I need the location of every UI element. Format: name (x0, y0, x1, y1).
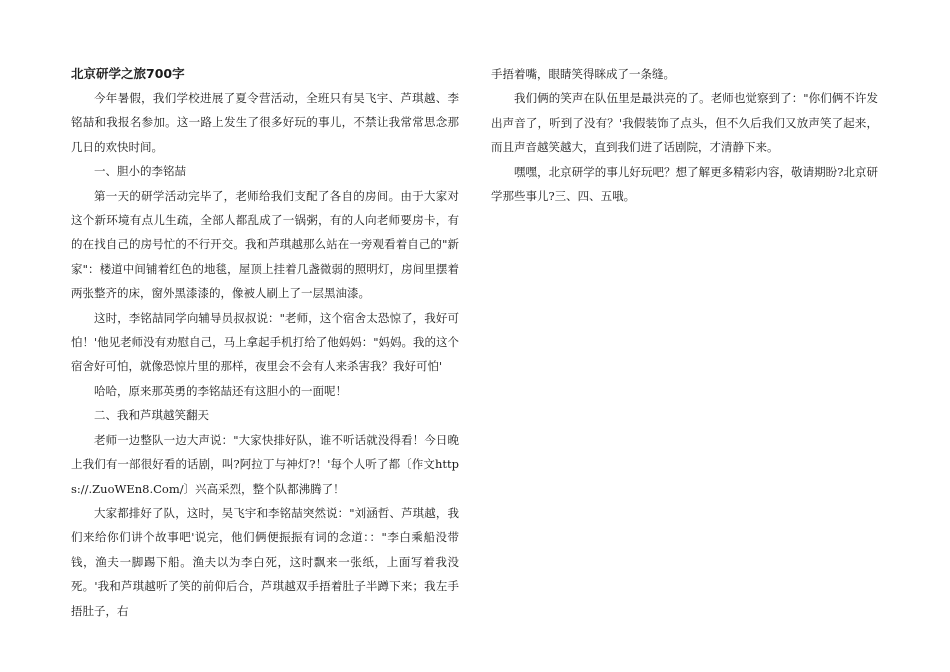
section-heading: 二、我和芦琪越笑翻天 (94, 408, 209, 423)
document-title: 北京研学之旅700字 (71, 66, 185, 81)
paragraph: 哈哈，原来那英勇的李铭喆还有这胆小的一面呢！ (94, 383, 347, 398)
paragraph: 今年暑假，我们学校进展了夏令营活动，全班只有吴飞宇、芦琪越、李铭喆和我报名参加。这一路上发生了很多好玩的事儿，不禁让我常常思念那几日的欢快时间。 (71, 91, 459, 154)
paragraph: 老师一边整队一边大声说："大家快排好队，谁不听话就没得看！今日晚上我们有一部很好看的话剧，叫?阿拉丁与神灯?！'每个人听了都〔作文https://.ZuoWEn8.Com/〕兴高采烈，整个队都沸腾了！ (71, 432, 459, 496)
paragraph: 第一天的研学活动完毕了，老师给我们支配了各自的房间。由于大家对这个新环境有点儿生疏，全部人都乱成了一锅粥，有的人向老师要房卡，有的在找自己的房号忙的不行开交。我和芦琪越那么站在一旁观看着自己的"新家"：楼道中间铺着红色的地毯，屋顶上挂着几盏微弱的照明灯，房间里摆着两张整齐的床，窗外黑漆漆的，像被人刷上了一层黑油漆。 (71, 188, 459, 301)
paragraph: 嘿嘿，北京研学的事儿好玩吧？想了解更多精彩内容，敬请期盼?北京研学那些事儿?三、四、五哦。 (491, 164, 878, 204)
left-column (71, 62, 459, 623)
paragraph-continuation: 手捂着嘴，眼睛笑得眯成了一条缝。 (491, 67, 675, 81)
section-heading: 一、胆小的李铭喆 (94, 164, 186, 179)
right-column (491, 62, 878, 208)
paragraph: 这时，李铭喆同学向辅导员叔叔说："老师，这个宿舍太恐惊了，我好可怕！'他见老师没有劝慰自己，马上拿起手机打给了他妈妈："妈妈。我的这个宿舍好可怕，就像恐惊片里的那样，夜里会不会有人来杀害我？我好可怕' (71, 310, 459, 374)
paragraph: 我们俩的笑声在队伍里是最洪亮的了。老师也觉察到了："你们俩不许发出声音了，听到了没有？'我假装饰了点头，但不久后我们又放声笑了起来，而且声音越笑越大，直到我们进了话剧院，才清静下来。 (491, 91, 878, 155)
paragraph: 大家都排好了队，这时，吴飞宇和李铭喆突然说："刘涵哲、芦琪越，我们来给你们讲个故事吧'说完，他们俩便振振有词的念道：："李白乘船没带钱，渔夫一脚踢下船。渔夫以为李白死，这时飘来一张纸，上面写着我没死。'我和芦琪越听了笑的前仰后合，芦琪越双手捂着肚子半蹲下来；我左手捂肚子，右 (71, 505, 459, 618)
